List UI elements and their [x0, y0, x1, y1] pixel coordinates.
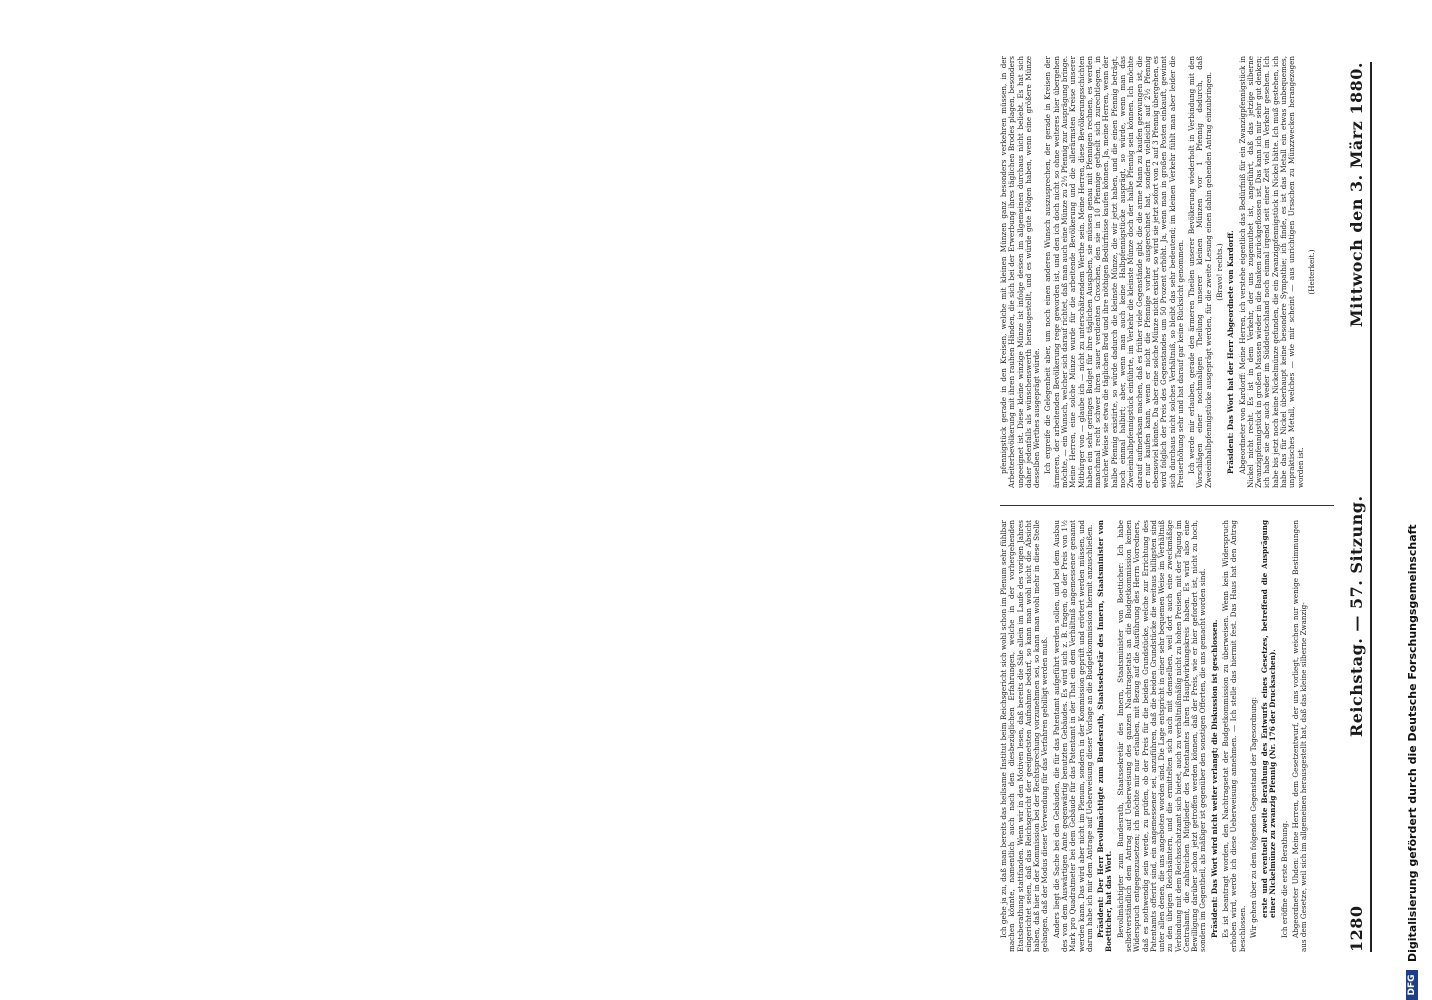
- paragraph: Abgeordneter Uhden: Meine Herren, dem Gesetzentwurf, der uns vorliegt, weichen nur wenige Bestimmungen aus dem Gesetze, weil sich im allgemeinen herausgestellt hat, daß das kleine silberne Zwanzig-: [1291, 520, 1309, 952]
- paragraph: Ich werde mir erlauben, gerade den ärmeren Theilen unserer Bevölkerung wiederholt in Verbindung mit den Vorschlägen einer nochmaligen Theilung unserer kleinen Münzen vor 1 Pfennig dadurch, daß Zweieinhalbpfennigstücke ausgeprägt werden, für die zweite Lesung einen dahin gehenden Antrag einzubringen.: [1187, 56, 1213, 488]
- agenda-topic: erste und eventuell zweite Berathung des Entwurfs eines Gesetzes, betreffend die Ausprägung einer Nickelmünze zu zwanzig Pfennig (Nr. 176 der Drucksachen).: [1260, 520, 1278, 918]
- paragraph: Anders liegt die Sache bei den Gebäuden, die für das Patentamt aufgeführt werden sollen, und bei dem Ausbau des von dem Auswärtigen Amte gegenwärtig benutzten Gebäudes. Es wird sich z. B. fragen, ob der Preis von 1½ Mark pro Quadratmeter bei dem Gebäude für das Patentamt in der That ein dem Verhältniß angemessener genannt werden kann. Das wird aber nicht im Plenum, sondern in der Kommission geprüft und erörtert werden müssen, und darum habe ich mir dem Antrage auf Ueberweisung dieser Vorlage an die Budgetkommission hiermit anzuschließen.: [1051, 520, 1094, 952]
- paragraph-speaker: Präsident: Das Wort wird nicht weiter verlangt; die Diskussion ist geschlossen.: [1209, 619, 1219, 938]
- paragraph: Bevollmächtigter zum Bundesrath, Staatssekretär des Innern, Staatsminister von Boetticher: Ich habe selbstverständlich dem Antrag auf Ueberweisung des ganzen Nachtragsetats an die Budgetkommission keinen Widerspruch entgegenzusetzen; ich möchte mir nur erlauben, mit Bezug auf die Ausführung des Herrn Vorredners, daß es nothwendig sein werde, zu prüfen, ob der Preis für die beiden Grundstücke, welche zur Errichtung des Patentamts offerirt sind, ein angemessener sei, anzuführen, daß die beiden Grundstücke die weitaus billigsten sind unter allen denen, die uns angeboten worden sind. Die Lage entspricht in einer sehr bequemen Weise im Verhältniß zu den übrigen Reichsämtern, und die ermittelten sich auch mit demselben, weil dort auch eine zweckmäßige Verbindung mit dem Reichsschatzamt sich bietet, auch zu verhältnißmäßig nicht zu hohen Preisen, mit der Tagung im Centralamt, die zahlreichen Mitglieder des Patentamtes ihren Hauptwirkungskreis haben. Es wird also eine Bewilligung darüber schon jetzt getroffen werden können, daß der Preis, wie er hier gefordert ist, nicht zu hoch, sondern im Gegentheil, als mäßiger ist gegenüber den sonstigen Offerten, die uns gemacht worden sind.: [1115, 520, 1208, 952]
- paragraph: Abgeordneter von Kardorff: Meine Herren, ich verstehe eigentlich das Bedürfniß für ein Zwanzigpfennigstück in Nickel nicht recht. Es ist in dem Verkehr, der uns zugemuthet ist, angeführt, daß das jetzige silberne Zwanzigpfennigstück in großen Massen wieder in die Banken zurückgeflossen ist. Das kann ich mir sehr gut denken; ich habe sie aber auch weder im Süddeutschland noch einmal irgend seit einer Zeit viel im Verkehr gesehen. Ich habe bis jetzt noch keine Nickelmünze gefunden, die ein Zwanzigpfennigstück in Nickel hätte. Ich muß gestehen, ich habe das für Nickel überhaupt keine besondere Sympathie; ich finde, es ist das Metall ein etwas unbequemes, unpraktisches Metall, welches — wie mir scheint — aus unrichtigen Ursachen zu Münzzwecken herangezogen worden ist.: [1237, 56, 1305, 488]
- dfg-logo: DFG: [1406, 970, 1418, 1000]
- paragraph: pfennigstück gerade in den Kreisen, welche mit kleinen Münzen ganz besonders verkehren müssen, in der Arbeiterbevölkerung mit ihren rauhen Händen, die sich bei der Erwerbung ihres täglichen Brodes plagen, besonders ungeeignet ist. Diese kleine winzige Münze ist infolge dessen im allgemeinen durchaus nicht beliebt. Es hat sich daher jedenfalls als wünschenswerth herausgestellt, und es würde gute Folgen haben, wenn eine größere Münze desselben Werthes ausgeprägt würde.: [999, 56, 1042, 488]
- section-title: Reichstag. — 57. Sitzung.: [1347, 495, 1366, 738]
- paragraph: Es ist beantragt worden, den Nachtragsetat der Budgetkommission zu überweisen. Wenn kein Widerspruch erhoben wird, werde ich diese Ueberweisung annehmen. — Ich stelle das hiermit fest. Das Haus hat den Antrag beschlossen.: [1221, 520, 1247, 952]
- paragraph: Ich ergreife die Gelegenheit aber, um noch einen anderen Wunsch auszusprechen, der gerade in Kreisen der ärmeren, der arbeitenden Bevölkerung rege geworden ist, und den ich doch nicht so ohne weiteres hier übergehen möchte, — ein Wunsch, welcher sich darauf richtet, daß man auch eine Münze zu 2½ Pfennig zur Ausprägung bringe. Meine Herren, eine solche Münze wurde für die arbeitende Bevölkerung und die allerärmsten Kreise unserer Mitbürger von — glaube ich — nicht zu unterschätzendem Werthe sein. Meine Herren, diese Bevölkerungsschichten haben ein sehr geringes Budget für ihre täglichen Ausgaben, sie müssen genau mit Pfennigen rechnen, es werden manchmal recht schwer ihren sauer verdienten Groschen, den sie in 10 Pfennige getheilt sich zurechtlegen, in welcher Weise sie etwa die täglichen Brod und ihre nöthigen Bedürfnisse kaufen können. Ja, meine Herren, wenn der halbe Pfennig existirte, so würde dadurch die kleinste Münze, die wir jetzt haben, und die einen Pfennig beträgt, noch einmal halbirt; aber, wenn man auch keine Halbpfennigstücke ausprägt, so würde, wenn man das Zweieinhalbpfennigstück einführte, im Verkehr die kleinste Münze doch der halbe Pfennig sein können. Ich möchte darauf aufmerksam machen, daß es früher viele Gegenstände gibt, die die arme Mann zu kaufen gezwungen ist, die er nur kaufen kann, wenn er nicht die Pfennige vorher ausgerechnet hat, sondern vielleicht auf 2½ Pfennig ebensoviel könnte. Da aber eine solche Münze nicht existirt, so wird sie jetzt sofort von 2 auf 3 Pfennig übergehen, es wird folglich der Preis des Gegenstandes um 50 Prozent erhöht. Ja, wenn man in großen Posten einkauft, gewinnt sich durchaus nicht solches Verhältniß, so bleibt das sehr bedeutend; im kleinen Verkehr fühlt man aber leider die Preiserhöhung sehr und hat darauf gar keine Rücksicht genommen.: [1043, 56, 1185, 488]
- header-rule: [1370, 62, 1372, 952]
- digitization-footer: [1406, 0, 1420, 1000]
- digitization-note: Digitalisierung gefördert durch die Deutsche Forschungsgemeinschaft: [1406, 524, 1419, 962]
- paragraph-speaker: Präsident: Das Wort hat der Herr Abgeordnete von Kardorff.: [1226, 230, 1236, 474]
- paragraph: Ich gehe ja zu, daß man bereits das heilsame Institut beim Reichsgericht sich wohl schon im Plenum sehr fühlbar machen könnte, namentlich auch nach den diesbezüglichen Erfahrungen, welche in der vorhergehenden Etatsberathung stattfanden. Wenn wir in den Motiven lesen, daß bereits die Säle allein im Laufe des vorigen Jahres eingerichtet seien, daß das Reichsgericht der geeignetsten Aufnahme bedarf, so kann man wohl nicht die Absicht haben, daß hier in der Kommission bei der Rechtsprechung vorzunehmen sei, so kann man wohl mehr in diese Stelle gelangen, daß der Modus dieser Verwendung für das Verfahren gebilligt werden muß.: [999, 520, 1050, 952]
- reaction-note: (Bravo! rechts.): [1215, 243, 1225, 301]
- paragraph: Wir gehen über zu dem folgenden Gegenstand der Tagesordnung:: [1248, 696, 1258, 938]
- session-date: Mittwoch den 3. März 1880.: [1347, 62, 1366, 328]
- paragraph-speaker: Präsident: Der Herr Bevollmächtigte zum Bundesrath, Staatssekretär des Innern, Staatsminister von Boetticher, hat das Wort.: [1096, 520, 1114, 952]
- page-header: [1340, 62, 1366, 952]
- reaction-note: (Heiterkeit.): [1306, 249, 1316, 295]
- column-divider: [1000, 505, 1334, 506]
- paragraph: Ich eröffne die erste Berathung.: [1279, 820, 1289, 938]
- page-number: 1280: [1347, 905, 1366, 952]
